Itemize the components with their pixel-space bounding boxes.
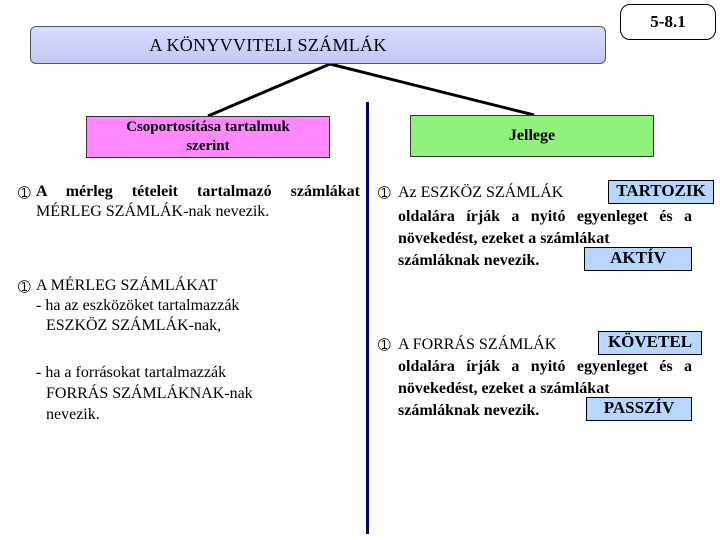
right-item-1-line-4: számláknak nevezik. (398, 252, 540, 269)
credit-tag: KÖVETEL (598, 331, 702, 355)
right-item-2-line-4: számláknak nevezik. (398, 402, 540, 419)
left-item-2-line-5: FORRÁS SZÁMLÁKNAK-nak (46, 385, 253, 402)
column-divider (366, 102, 369, 534)
left-item-1-line-2: MÉRLEG SZÁMLÁK-nak nevezik. (36, 203, 270, 220)
right-item-1-line-3: növekedést, ezeket a számlákat (398, 230, 610, 247)
left-item-2-line-6: nevezik. (46, 406, 100, 423)
liability-tag: PASSZÍV (586, 397, 692, 421)
debit-tag: TARTOZIK (608, 180, 714, 204)
bullet-marker-left-1: ➀ (18, 184, 31, 202)
bullet-marker-left-2: ➀ (18, 278, 31, 296)
right-item-2-line-2: oldalára írják a nyitó egyenleget és a (398, 358, 692, 375)
left-item-2-line-1: A MÉRLEG SZÁMLÁKAT (36, 277, 218, 294)
left-item-2-line-2: - ha az eszközöket tartalmazzák (36, 297, 240, 314)
connector-left (208, 64, 330, 116)
left-item-1-line-1: A mérleg tételeit tartalmazó számlákat (36, 183, 360, 200)
nature-box (410, 115, 654, 157)
left-item-2-line-4: - ha a forrásokat tartalmazzák (36, 364, 227, 381)
right-item-2-line-1: A FORRÁS SZÁMLÁK (398, 336, 557, 353)
connector-right (330, 64, 534, 115)
right-item-2-line-3: növekedést, ezeket a számlákat (398, 380, 610, 397)
slide-number: 5-8.1 (620, 4, 716, 40)
right-item-1-line-1: Az ESZKÖZ SZÁMLÁK (398, 184, 564, 201)
asset-tag: AKTÍV (584, 247, 692, 271)
left-item-2-line-3: ESZKÖZ SZÁMLÁK-nak, (46, 317, 222, 334)
right-item-1-line-2: oldalára írják a nyitó egyenleget és a (398, 208, 692, 225)
bullet-marker-right-1: ➀ (378, 184, 391, 202)
bullet-marker-right-2: ➀ (378, 336, 391, 354)
main-title-box (30, 26, 606, 64)
grouping-box (86, 116, 330, 158)
grouping-box-label: Csoportosítása tartalmuk szerint (126, 119, 290, 154)
main-title: A KÖNYVVITELI SZÁMLÁK (149, 34, 387, 55)
nature-box-label: Jellege (508, 127, 556, 144)
